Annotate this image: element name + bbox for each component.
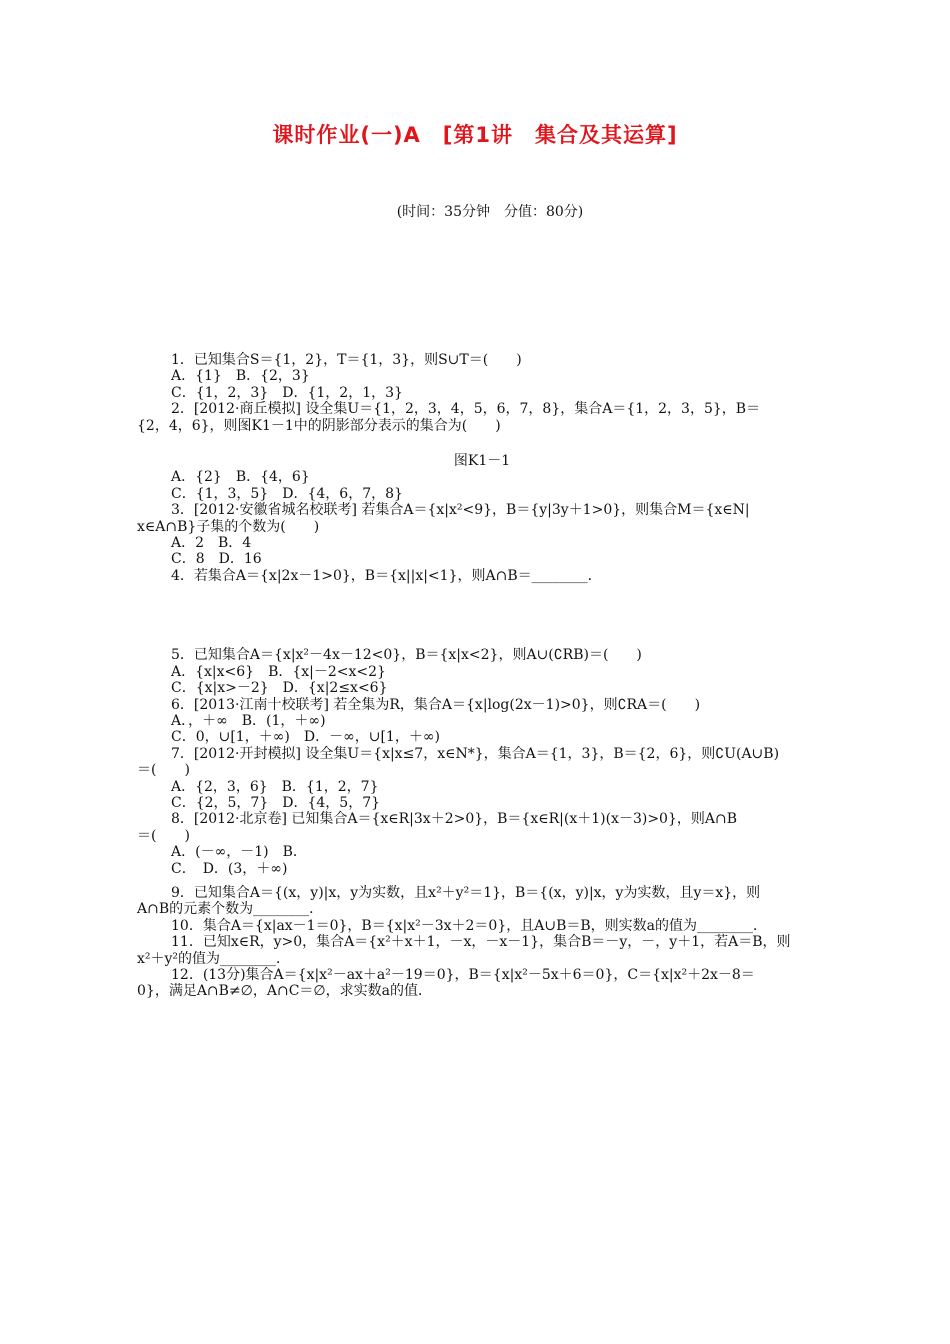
question-8-continued: ＝( ) bbox=[137, 827, 190, 844]
question-4: 4．若集合A＝{x|2x－1>0}，B＝{x||x|<1}，则A∩B＝________． bbox=[171, 567, 602, 584]
question-7: 7．[2012·开封模拟] 设全集U＝{x|x≤7，x∈N*}，集合A＝{1，3}，B＝{2，6}，则∁U(A∪B) bbox=[171, 745, 780, 762]
question-9-continued: A∩B的元素个数为________． bbox=[137, 901, 324, 918]
question-3: 3．[2012·安徽省城名校联考] 若集合A＝{x|x²<9}，B＝{y|3y＋1>0}，则集合M＝{x∈N| bbox=[171, 502, 750, 519]
question-2-continued: {2，4，6}，则图K1－1中的阴影部分表示的集合为( ) bbox=[137, 417, 501, 434]
time-score-info: (时间：35分钟 分值：80分) bbox=[396, 204, 584, 220]
question-3-options-ab: A．2 B．4 bbox=[171, 535, 252, 552]
question-3-continued: x∈A∩B}子集的个数为( ) bbox=[137, 518, 320, 535]
question-1: 1．已知集合S＝{1，2}，T＝{1，3}，则S∪T＝( ) bbox=[171, 352, 522, 368]
question-5-options-ab: A．{x|x<6} B．{x|－2<x<2} bbox=[171, 663, 386, 680]
question-8: 8．[2012·北京卷] 已知集合A＝{x∈R|3x＋2>0}，B＝{x∈R|(x＋1)(x－3)>0}，则A∩B bbox=[171, 811, 737, 828]
question-1-options-ab: A．{1} B．{2，3} bbox=[171, 368, 310, 385]
question-10: 10．集合A＝{x|ax－1＝0}，B＝{x|x²－3x＋2＝0}，且A∪B＝B，则实数a的值为________． bbox=[171, 917, 768, 934]
question-1-options-cd: C．{1，2，3} D．{1，2，1，3} bbox=[171, 384, 403, 401]
question-12-continued: 0}，满足A∩B≠∅，A∩C＝∅，求实数a的值． bbox=[137, 983, 432, 1000]
question-6: 6．[2013·江南十校联考] 若全集为R，集合A＝{x|log(2x－1)>0}，则∁RA＝( ) bbox=[171, 696, 701, 713]
question-3-options-cd: C．8 D．16 bbox=[171, 551, 262, 568]
question-7-options-cd: C．{2，5，7} D．{4，5，7} bbox=[171, 794, 381, 811]
question-11: 11．已知x∈R，y>0，集合A＝{x²＋x＋1，－x，－x－1}，集合B＝－y，－，y＋1，若A＝B，则 bbox=[171, 934, 791, 951]
question-2-options-ab: A．{2} B．{4，6} bbox=[171, 469, 310, 486]
question-2: 2．[2012·商丘模拟] 设全集U＝{1，2，3，4，5，6，7，8}，集合A＝{1，2，3，5}，B＝ bbox=[171, 401, 761, 418]
exercise-content bbox=[137, 352, 827, 1000]
question-11-continued: x²＋y²的值为________． bbox=[137, 950, 291, 967]
page-title: 课时作业(一)A [第1讲 集合及其运算] bbox=[272, 123, 678, 147]
question-6-options-cd: C．0，∪[1，＋∞) D．－∞，∪[1，＋∞) bbox=[171, 729, 440, 746]
question-5: 5．已知集合A＝{x|x²－4x－12<0}，B＝{x|x<2}，则A∪(∁RB)＝( ) bbox=[171, 647, 642, 664]
question-6-options-ab: A．，＋∞ B．(1，＋∞) bbox=[171, 712, 326, 729]
question-8-options-cd: C． D．(3，＋∞) bbox=[171, 860, 288, 877]
question-2-options-cd: C．{1，3，5} D．{4，6，7，8} bbox=[171, 485, 403, 502]
question-12: 12．(13分)集合A＝{x|x²－ax＋a²－19＝0}，B＝{x|x²－5x＋6＝0}，C＝{x|x²＋2x－8＝ bbox=[171, 967, 755, 983]
question-7-continued: ＝( ) bbox=[137, 762, 190, 779]
figure-caption: 图K1－1 bbox=[453, 453, 511, 470]
question-5-options-cd: C．{x|x>－2} D．{x|2≤x<6} bbox=[171, 680, 388, 697]
question-9: 9．已知集合A＝{(x，y)|x，y为实数，且x²＋y²＝1}，B＝{(x，y)|x，y为实数，且y＝x}，则 bbox=[171, 884, 761, 901]
question-7-options-ab: A．{2，3，6} B．{1，2，7} bbox=[171, 778, 379, 795]
question-8-options-ab: A．(－∞，－1) B． bbox=[171, 844, 307, 861]
